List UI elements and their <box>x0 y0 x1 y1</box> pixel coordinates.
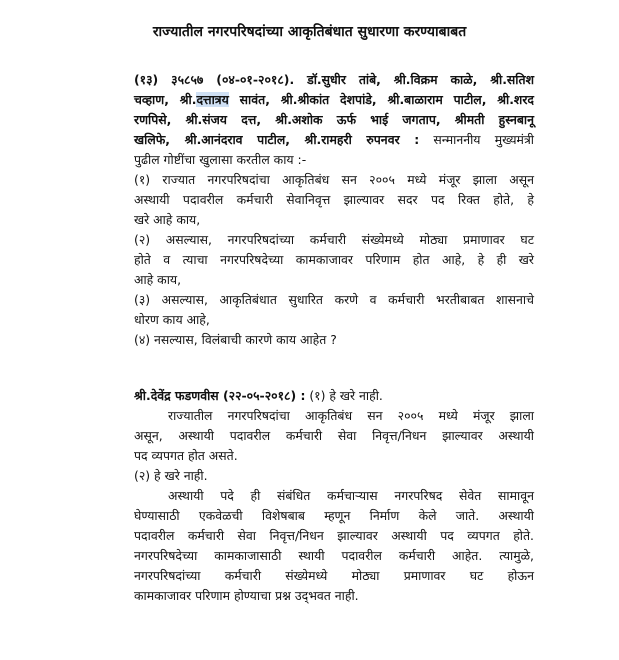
question-item-2-line-3: आहे काय, <box>134 272 182 287</box>
question-header-line-3: रणपिसे, श्री.संजय दत्त, श्री.अशोक ऊर्फ भाई जगताप, श्रीमती हुस्नबानू <box>134 112 534 127</box>
answer-para2-line-3: पदावरील कर्मचारी सेवा निवृत्त/निधन झाल्यावर अस्थायी पद व्यपगत होते. <box>134 528 534 543</box>
answer-para2-line-6: कामकाजावर परिणाम होण्याचा प्रश्न उद्‌भवत नाही. <box>134 588 359 603</box>
question-item-3-line-2: धोरण काय आहे, <box>134 312 210 327</box>
answer-para1-line-2: असून, अस्थायी पदावरील कर्मचारी सेवा निवृत्त/निधन झाल्यावर अस्थायी <box>134 428 534 443</box>
answer-para2-line-5: नगरपरिषदांच्या कर्मचारी संख्येमध्ये मोठ्या प्रमाणावर घट होऊन <box>134 568 534 583</box>
question-item-2-line-2: होते व त्याचा नगरपरिषदेच्या कामकाजावर परिणाम होत आहे, हे ही खरे <box>134 252 534 267</box>
answer-para2-line-1: अस्थायी पदे ही संबंधित कर्मचाऱ्यास नगरपरिषद सेवेत सामावून <box>168 488 534 503</box>
question-item-3-line-1: (३) असल्यास, आकृतिबंधात सुधारित करणे व कर्मचारी भरतीबाबत शासनाचे <box>134 292 534 307</box>
answer-para2-line-2: घेण्यासाठी एकवेळची विशेषबाब म्हणून निर्माण केले जाते. अस्थायी <box>134 508 534 523</box>
highlighted-name: दत्तात्रय <box>196 92 229 107</box>
question-item-2-line-1: (२) असल्यास, नगरपरिषदांच्या कर्मचारी संख्येमध्ये मोठ्या प्रमाणावर घट <box>134 232 534 247</box>
question-header-line-2: चव्हाण, श्री.दत्तात्रय सावंत, श्री.श्रीकांत देशपांडे, श्री.बाळाराम पाटील, श्री.शरद <box>134 92 534 107</box>
question-item-1-line-3: खरे आहे काय, <box>134 212 201 227</box>
answer-para1-line-1: राज्यातील नगरपरिषदांचा आकृतिबंध सन २००५ मध्ये मंजूर झाला <box>168 408 534 423</box>
answer-second: (२) हे खरे नाही. <box>134 468 208 483</box>
document-title: राज्यातील नगरपरिषदांच्या आकृतिबंधात सुधारणा करण्याबाबत <box>152 24 467 40</box>
addressee: सन्माननीय मुख्यमंत्री <box>419 132 534 147</box>
question-header-line-4: खलिफे, श्री.आनंदराव पाटील, श्री.रामहरी रुपनवर : सन्माननीय मुख्यमंत्री <box>134 132 534 147</box>
question-header-line-1: (१३) ३५८५७ (०४-०१-२०१८). डॉ.सुधीर तांबे, श्री.विक्रम काळे, श्री.सतिश <box>134 72 534 87</box>
question-item-1-line-1: (१) राज्यात नगरपरिषदांचा आकृतिबंध सन २००५ मध्ये मंजूर झाला असून <box>134 172 534 187</box>
answer-para1-line-3: पद व्यपगत होत असते. <box>134 448 238 463</box>
responder: श्री.देवेंद्र फडणवीस (२२-०५-२०१८) : <box>134 388 306 403</box>
question-intro: पुढील गोष्टींचा खुलासा करतील काय :- <box>134 152 307 167</box>
answer-para2-line-4: नगरपरिषदेच्या कामकाजासाठी स्थायी पदावरील कर्मचारी आहेत. त्यामुळे, <box>134 548 534 563</box>
question-item-1-line-2: अस्थायी पदावरील कर्मचारी सेवानिवृत्त झाल्यावर सदर पद रिक्त होते, हे <box>134 192 534 207</box>
question-section <box>134 70 534 350</box>
answer-first-line: श्री.देवेंद्र फडणवीस (२२-०५-२०१८) : (१) हे खरे नाही. <box>134 388 383 403</box>
question-item-4-line-1: (४) नसल्यास, विलंबाची कारणे काय आहेत ? <box>134 332 337 347</box>
answer-section <box>134 386 534 606</box>
